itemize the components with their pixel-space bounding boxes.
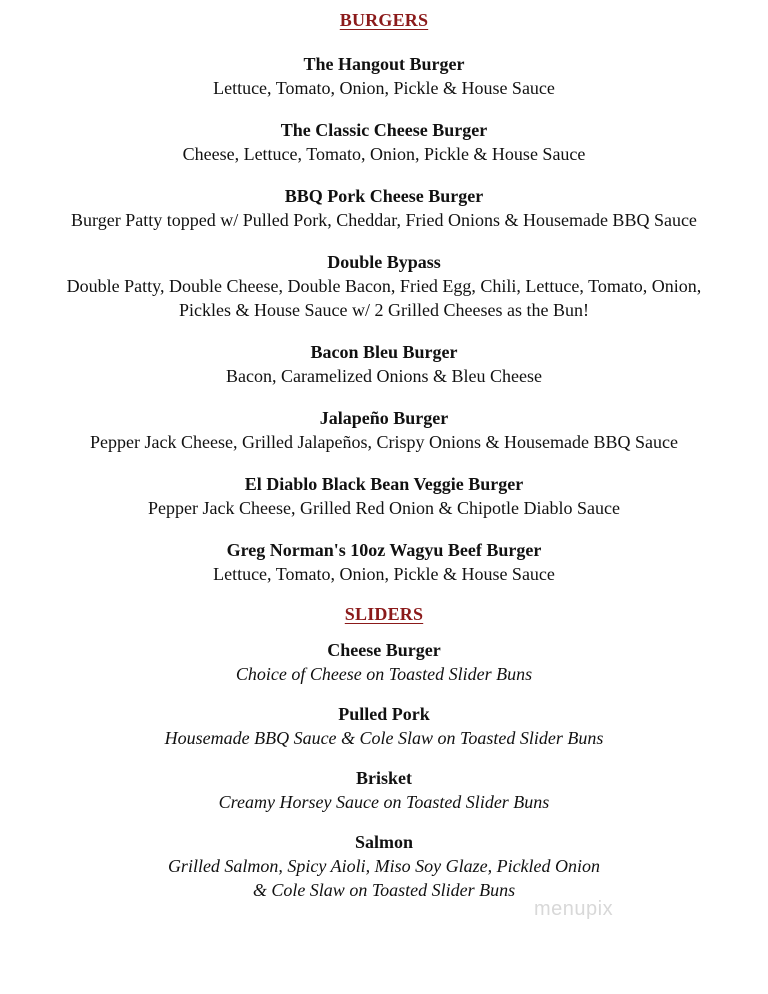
item-description: Grilled Salmon, Spicy Aioli, Miso Soy Glaze, Pickled Onion (167, 856, 601, 876)
item-description: Choice of Cheese on Toasted Slider Buns (235, 664, 533, 684)
item-description: Cheese, Lettuce, Tomato, Onion, Pickle & House Sauce (182, 144, 586, 164)
item-description: Lettuce, Tomato, Onion, Pickle & House Sauce (213, 78, 555, 98)
item-description: Pepper Jack Cheese, Grilled Red Onion & Chipotle Diablo Sauce (148, 498, 620, 518)
menu-item (0, 638, 768, 686)
item-name: Greg Norman's 10oz Wagyu Beef Burger (226, 540, 542, 560)
item-description-line-2: & Cole Slaw on Toasted Slider Buns (252, 880, 516, 900)
menu-item (0, 340, 768, 388)
item-name: Pulled Pork (338, 704, 430, 724)
menu-item (0, 52, 768, 100)
item-name: Cheese Burger (327, 640, 441, 660)
menu-item (0, 118, 768, 166)
item-name: Brisket (356, 768, 412, 788)
item-name: The Hangout Burger (303, 54, 465, 74)
menu-item (0, 406, 768, 454)
watermark-logo: menupix (534, 898, 614, 920)
section-title-sliders: SLIDERS (344, 604, 424, 624)
sliders-list (0, 638, 768, 902)
item-description-line-2: Pickles & House Sauce w/ 2 Grilled Cheeses as the Bun! (179, 300, 589, 320)
item-name: Salmon (354, 832, 414, 852)
section-title-burgers: BURGERS (339, 10, 429, 30)
item-name: BBQ Pork Cheese Burger (284, 186, 484, 206)
menu-item (0, 702, 768, 750)
item-name: El Diablo Black Bean Veggie Burger (244, 474, 524, 494)
item-description: Housemade BBQ Sauce & Cole Slaw on Toasted Slider Buns (164, 728, 604, 748)
menu-item (0, 184, 768, 232)
burgers-list (0, 52, 768, 586)
menu-item (0, 766, 768, 814)
item-name: Jalapeño Burger (319, 408, 449, 428)
item-name: Double Bypass (327, 252, 441, 272)
item-description: Creamy Horsey Sauce on Toasted Slider Buns (218, 792, 550, 812)
item-description: Pepper Jack Cheese, Grilled Jalapeños, Crispy Onions & Housemade BBQ Sauce (90, 432, 678, 452)
menu-item (0, 472, 768, 520)
item-name: Bacon Bleu Burger (310, 342, 458, 362)
item-name: The Classic Cheese Burger (280, 120, 488, 140)
item-description: Lettuce, Tomato, Onion, Pickle & House Sauce (213, 564, 555, 584)
item-description: Burger Patty topped w/ Pulled Pork, Cheddar, Fried Onions & Housemade BBQ Sauce (71, 210, 697, 230)
item-description: Double Patty, Double Cheese, Double Bacon, Fried Egg, Chili, Lettuce, Tomato, Onion, (66, 276, 702, 296)
menu-item (0, 830, 768, 902)
menu-item (0, 538, 768, 586)
menu-item (0, 250, 768, 322)
item-description: Bacon, Caramelized Onions & Bleu Cheese (226, 366, 542, 386)
